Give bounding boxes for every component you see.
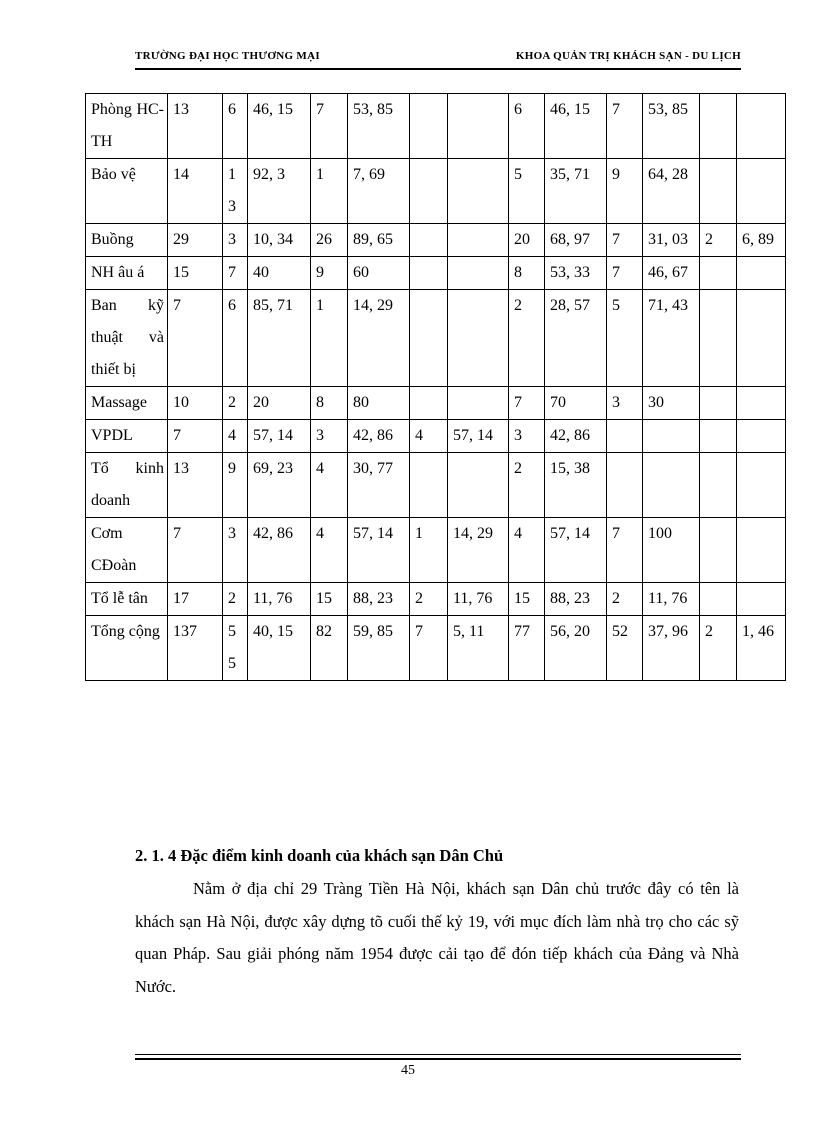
- table-cell: 5: [607, 290, 643, 387]
- table-cell: 4: [410, 420, 448, 453]
- table-cell: 40: [248, 257, 311, 290]
- table-cell: 13: [168, 94, 223, 159]
- table-cell: 15: [509, 583, 545, 616]
- section-2-1-4: [135, 845, 755, 1003]
- row-label-cell: Ban kỹ thuật và thiết bị: [86, 290, 168, 387]
- table-cell: 82: [311, 616, 348, 681]
- table-cell: 29: [168, 224, 223, 257]
- table-cell: 11, 76: [448, 583, 509, 616]
- table-cell: [737, 94, 786, 159]
- table-cell: 10: [168, 387, 223, 420]
- table-cell: [737, 518, 786, 583]
- row-label-cell: Tổng cộng: [86, 616, 168, 681]
- table-cell: [643, 420, 700, 453]
- table-cell: 9: [223, 453, 248, 518]
- table-cell: 5: [509, 159, 545, 224]
- table-cell: 46, 67: [643, 257, 700, 290]
- table-cell: [410, 159, 448, 224]
- staff-statistics-table: [85, 93, 786, 681]
- table-cell: 6: [509, 94, 545, 159]
- table-cell: 4: [311, 453, 348, 518]
- table-cell: 9: [311, 257, 348, 290]
- table-cell: 70: [545, 387, 607, 420]
- table-cell: 77: [509, 616, 545, 681]
- footer-rule-thin: [135, 1054, 741, 1055]
- table-cell: 69, 23: [248, 453, 311, 518]
- table-cell: 2: [509, 453, 545, 518]
- table-cell: 8: [509, 257, 545, 290]
- table-cell: 15, 38: [545, 453, 607, 518]
- row-label-cell: Tổ kinh doanh: [86, 453, 168, 518]
- row-label-cell: Bảo vệ: [86, 159, 168, 224]
- table-cell: 30: [643, 387, 700, 420]
- table-cell: 5, 11: [448, 616, 509, 681]
- table-cell: 46, 15: [545, 94, 607, 159]
- table-cell: 31, 03: [643, 224, 700, 257]
- table-cell: [410, 94, 448, 159]
- page-header: [135, 48, 741, 70]
- table-cell: [737, 387, 786, 420]
- table-cell: 7: [168, 290, 223, 387]
- header-university: TRƯỜNG ĐẠI HỌC THƯƠNG MẠI: [135, 50, 320, 62]
- table-cell: 42, 86: [545, 420, 607, 453]
- table-cell: 53, 85: [348, 94, 410, 159]
- table-cell: 57, 14: [545, 518, 607, 583]
- table-row: [86, 387, 786, 420]
- table-cell: 2: [700, 224, 737, 257]
- row-label-cell: Buồng: [86, 224, 168, 257]
- table-cell: 89, 65: [348, 224, 410, 257]
- table-cell: 7: [223, 257, 248, 290]
- table-cell: 14, 29: [448, 518, 509, 583]
- table-cell: 4: [311, 518, 348, 583]
- table-cell: [410, 387, 448, 420]
- row-label-cell: NH âu á: [86, 257, 168, 290]
- row-label-cell: Cơm CĐoàn: [86, 518, 168, 583]
- table-cell: 56, 20: [545, 616, 607, 681]
- table-cell: 2: [607, 583, 643, 616]
- table-cell: [700, 518, 737, 583]
- table-cell: 35, 71: [545, 159, 607, 224]
- table-cell: 6, 89: [737, 224, 786, 257]
- table-cell: 10, 34: [248, 224, 311, 257]
- table-row: [86, 616, 786, 681]
- table-cell: [737, 257, 786, 290]
- table-row: [86, 453, 786, 518]
- table-cell: 40, 15: [248, 616, 311, 681]
- table-row: [86, 290, 786, 387]
- table-cell: 8: [311, 387, 348, 420]
- table-cell: [410, 290, 448, 387]
- table-cell: 1, 46: [737, 616, 786, 681]
- table-row: [86, 224, 786, 257]
- table-cell: 53, 85: [643, 94, 700, 159]
- table-cell: 2: [700, 616, 737, 681]
- table-cell: 92, 3: [248, 159, 311, 224]
- table-cell: 7: [509, 387, 545, 420]
- table-cell: [737, 159, 786, 224]
- table-cell: 7: [168, 518, 223, 583]
- table-cell: 30, 77: [348, 453, 410, 518]
- table-cell: 59, 85: [348, 616, 410, 681]
- table-cell: [700, 257, 737, 290]
- table-cell: 28, 57: [545, 290, 607, 387]
- table-cell: 7: [607, 518, 643, 583]
- table-cell: 57, 14: [348, 518, 410, 583]
- table-cell: 3: [311, 420, 348, 453]
- table-cell: 2: [223, 583, 248, 616]
- table-row: [86, 420, 786, 453]
- table-cell: 5 5: [223, 616, 248, 681]
- table-cell: 1 3: [223, 159, 248, 224]
- table-cell: 7, 69: [348, 159, 410, 224]
- table-cell: 57, 14: [448, 420, 509, 453]
- table-cell: 3: [509, 420, 545, 453]
- table-cell: [737, 583, 786, 616]
- table-cell: [700, 583, 737, 616]
- table-cell: 3: [607, 387, 643, 420]
- table-cell: 88, 23: [545, 583, 607, 616]
- table-cell: [700, 159, 737, 224]
- row-label-cell: Tổ lễ tân: [86, 583, 168, 616]
- table-cell: [410, 453, 448, 518]
- table-cell: 3: [223, 518, 248, 583]
- table-cell: 42, 86: [348, 420, 410, 453]
- table-cell: [448, 94, 509, 159]
- table-cell: [607, 453, 643, 518]
- table-cell: 7: [168, 420, 223, 453]
- table-cell: 14, 29: [348, 290, 410, 387]
- table-cell: [700, 290, 737, 387]
- table-cell: [737, 453, 786, 518]
- table-cell: 7: [410, 616, 448, 681]
- table-cell: 1: [311, 290, 348, 387]
- table-cell: 4: [223, 420, 248, 453]
- table-cell: [700, 94, 737, 159]
- table-cell: 80: [348, 387, 410, 420]
- table-cell: 26: [311, 224, 348, 257]
- table-cell: [410, 224, 448, 257]
- table-cell: 53, 33: [545, 257, 607, 290]
- table-cell: 7: [311, 94, 348, 159]
- table-cell: 60: [348, 257, 410, 290]
- row-label-cell: Phòng HC- TH: [86, 94, 168, 159]
- table-cell: [448, 290, 509, 387]
- table-cell: 20: [248, 387, 311, 420]
- table-cell: [700, 420, 737, 453]
- table-cell: [737, 290, 786, 387]
- table-cell: 20: [509, 224, 545, 257]
- table-cell: 137: [168, 616, 223, 681]
- table-cell: 13: [168, 453, 223, 518]
- table-cell: 71, 43: [643, 290, 700, 387]
- table-cell: 52: [607, 616, 643, 681]
- table-cell: 37, 96: [643, 616, 700, 681]
- table-cell: 17: [168, 583, 223, 616]
- table-cell: 2: [509, 290, 545, 387]
- page-number: 45: [401, 1063, 415, 1078]
- row-label-cell: Massage: [86, 387, 168, 420]
- table-cell: [448, 387, 509, 420]
- table-row: [86, 518, 786, 583]
- section-heading: 2. 1. 4 Đặc điểm kinh doanh của khách sạn Dân Chủ: [135, 846, 504, 865]
- table-cell: [410, 257, 448, 290]
- table-cell: 68, 97: [545, 224, 607, 257]
- table-body: [86, 94, 786, 681]
- table-cell: 11, 76: [643, 583, 700, 616]
- table-cell: 88, 23: [348, 583, 410, 616]
- table-cell: 2: [223, 387, 248, 420]
- table-cell: [737, 420, 786, 453]
- table-cell: 7: [607, 257, 643, 290]
- section-paragraph: Nằm ở địa chỉ 29 Tràng Tiền Hà Nội, khách sạn Dân chủ trước đây có tên là khách sạn Hà Nội, được xây dựng tõ cuối thế kỷ 19, với mục đích làm nhà trọ cho các sỹ quan Pháp. Sau giải phóng năm 1954 được cải tạo để đón tiếp khách của Đảng và Nhà Nước.: [135, 879, 739, 996]
- table-row: [86, 94, 786, 159]
- table-cell: 6: [223, 94, 248, 159]
- table-cell: [607, 420, 643, 453]
- table-cell: 64, 28: [643, 159, 700, 224]
- table-cell: 57, 14: [248, 420, 311, 453]
- table-cell: 46, 15: [248, 94, 311, 159]
- table-cell: 15: [311, 583, 348, 616]
- table-cell: 42, 86: [248, 518, 311, 583]
- table-cell: 1: [410, 518, 448, 583]
- table-row: [86, 159, 786, 224]
- table-row: [86, 257, 786, 290]
- table-cell: 7: [607, 224, 643, 257]
- table-cell: 2: [410, 583, 448, 616]
- footer-rule-thick: [135, 1058, 741, 1060]
- table-cell: [448, 453, 509, 518]
- table-cell: 14: [168, 159, 223, 224]
- table-cell: 7: [607, 94, 643, 159]
- table-row: [86, 583, 786, 616]
- header-faculty: KHOA QUẢN TRỊ KHÁCH SẠN - DU LỊCH: [515, 50, 741, 62]
- table-cell: 6: [223, 290, 248, 387]
- table-cell: [448, 224, 509, 257]
- table-cell: 15: [168, 257, 223, 290]
- table-cell: [448, 257, 509, 290]
- table-cell: 85, 71: [248, 290, 311, 387]
- row-label-cell: VPDL: [86, 420, 168, 453]
- table-cell: [700, 387, 737, 420]
- table-cell: 9: [607, 159, 643, 224]
- table-cell: [700, 453, 737, 518]
- table-cell: [448, 159, 509, 224]
- table-cell: [643, 453, 700, 518]
- table-cell: 11, 76: [248, 583, 311, 616]
- table-cell: 3: [223, 224, 248, 257]
- table-cell: 100: [643, 518, 700, 583]
- table-cell: 1: [311, 159, 348, 224]
- table-cell: 4: [509, 518, 545, 583]
